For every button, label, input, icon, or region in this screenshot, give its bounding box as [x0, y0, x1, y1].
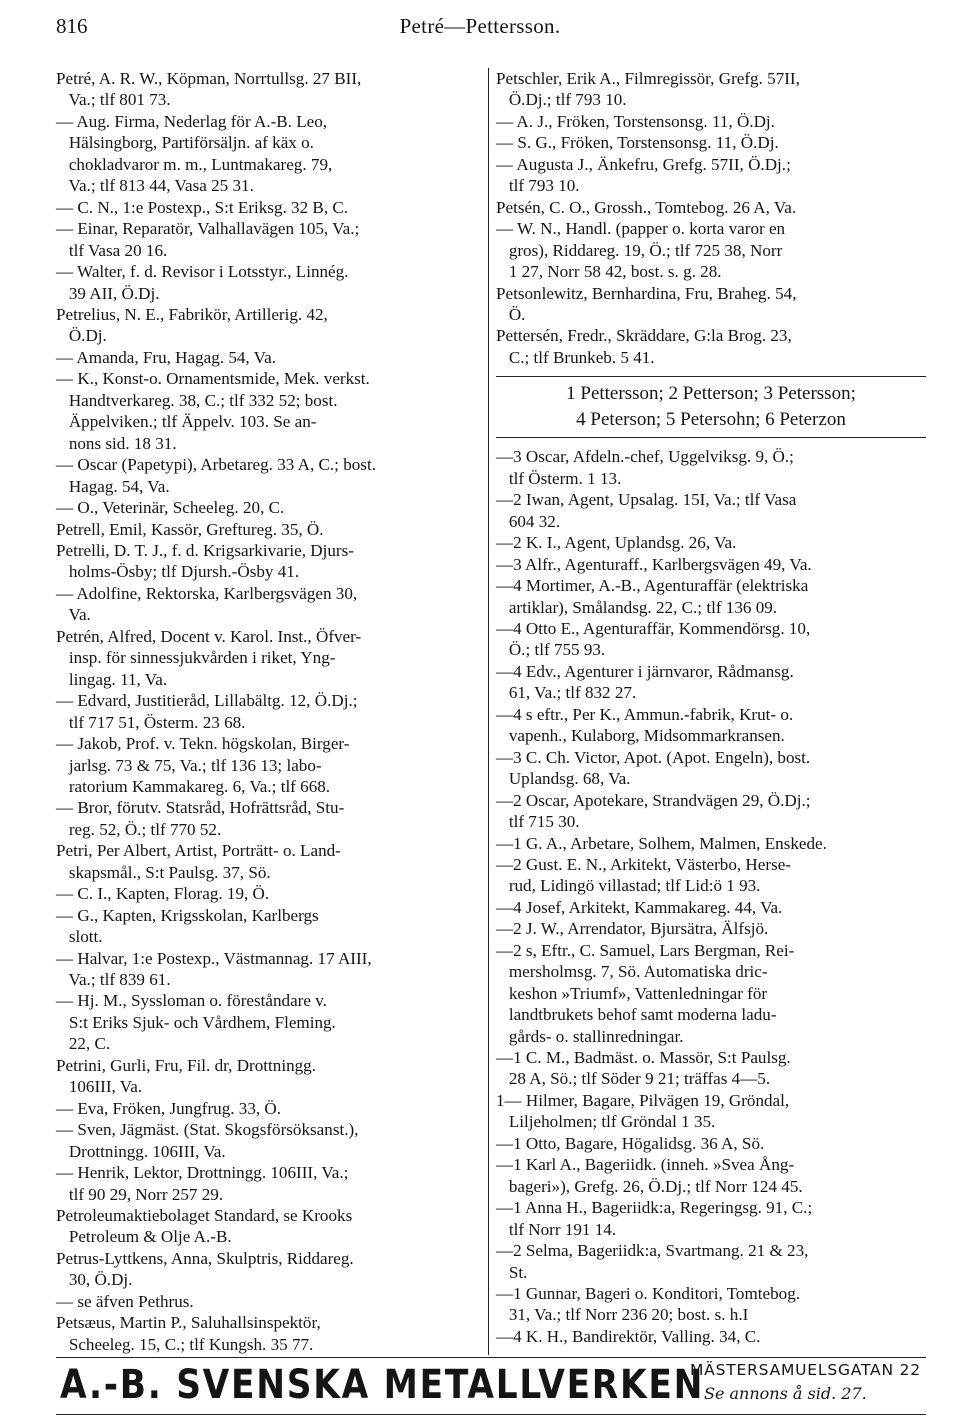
directory-entry-line: tlf Vasa 20 16. [56, 240, 168, 260]
directory-entry-line: tlf 717 51, Österm. 23 68. [56, 712, 246, 732]
directory-entry-line: Petrelli, D. T. J., f. d. Krigsarkivarie, Djurs- [56, 540, 354, 560]
right-column-top [496, 68, 926, 368]
directory-entry-line: 31, Va.; tlf Norr 236 20; bost. s. h.I [496, 1305, 749, 1325]
column-divider [488, 68, 489, 1355]
directory-entry-line: 39 AII, Ö.Dj. [56, 283, 160, 303]
directory-entry-line: Petrén, Alfred, Docent v. Karol. Inst., Öfver- [56, 626, 362, 646]
directory-entry-line: nons sid. 18 31. [56, 433, 177, 453]
directory-entry-line: Hagag. 54, Va. [56, 476, 170, 496]
surname-variants-line-1: 1 Pettersson; 2 Petterson; 3 Petersson; [566, 383, 856, 405]
directory-entry-line: keshon »Triumf», Vattenledningar för [496, 983, 768, 1003]
directory-entry-line: —2 Oscar, Apotekare, Strandvägen 29, Ö.Dj.; [496, 790, 811, 810]
directory-entry-line: S:t Eriks Sjuk- och Vårdhem, Fleming. [56, 1012, 336, 1032]
directory-entry-line: — Henrik, Lektor, Drottningg. 106III, Va.; [56, 1163, 349, 1183]
directory-entry-line: —1 Anna H., Bageriidk:a, Regeringsg. 91, C.; [496, 1198, 813, 1218]
directory-entry-line: Ö.; tlf 755 93. [496, 640, 606, 660]
directory-entry-line: — Halvar, 1:e Postexp., Västmannag. 17 AIII, [56, 948, 372, 968]
advertisement-reference: Se annons å sid. 27. [704, 1384, 867, 1403]
directory-entry-line: Hälsingborg, Partiförsäljn. af käx o. [56, 133, 314, 153]
directory-entry-line: —3 Alfr., Agenturaff., Karlbergsvägen 49, Va. [496, 554, 812, 574]
directory-entry-line: slott. [56, 927, 103, 947]
directory-entry-line: —3 C. Ch. Victor, Apot. (Apot. Engeln), bost. [496, 747, 811, 767]
directory-entry-line: Ö.Dj.; tlf 793 10. [496, 90, 627, 110]
running-head: Petré—Pettersson. [399, 14, 561, 38]
directory-entry-line: artiklar), Smålandsg. 22, C.; tlf 136 09. [496, 597, 778, 617]
directory-entry-line: —4 K. H., Bandirektör, Valling. 34, C. [496, 1326, 761, 1346]
directory-entry-line: Petroleum & Olje A.-B. [56, 1227, 232, 1247]
directory-entry-line: tlf 715 30. [496, 812, 580, 832]
directory-entry-line: Petroleumaktiebolaget Standard, se Krooks [56, 1206, 353, 1226]
directory-entry-line: Petrus-Lyttkens, Anna, Skulptris, Riddareg. [56, 1248, 354, 1268]
directory-entry-line: — S. G., Fröken, Torstensonsg. 11, Ö.Dj. [496, 133, 779, 153]
directory-entry-line: insp. för sinnessjukvården i riket, Yng- [56, 648, 336, 668]
directory-entry-line: gårds- o. stallinredningar. [496, 1026, 684, 1046]
directory-entry-line: — Adolfine, Rektorska, Karlbergsvägen 30, [56, 583, 358, 603]
directory-entry-line: vapenh., Kulaborg, Midsommarkransen. [496, 726, 785, 746]
left-column [56, 68, 484, 1355]
directory-entry-line: lingag. 11, Va. [56, 669, 168, 689]
directory-entry-line: — W. N., Handl. (papper o. korta varor en [496, 219, 786, 239]
directory-entry-line: — Einar, Reparatör, Valhallavägen 105, Va.; [56, 219, 360, 239]
right-column-bottom [496, 446, 926, 1347]
directory-entry-line: —2 K. I., Agent, Uplandsg. 26, Va. [496, 533, 737, 553]
directory-entry-line: St. [496, 1262, 528, 1282]
directory-entry-line: jarlsg. 73 & 75, Va.; tlf 136 13; labo- [56, 755, 322, 775]
directory-entry-line: —2 Iwan, Agent, Upsalag. 15I, Va.; tlf Vasa [496, 490, 797, 510]
directory-entry-line: 28 A, Sö.; tlf Söder 9 21; träffas 4—5. [496, 1069, 771, 1089]
directory-entry-line: Scheeleg. 15, C.; tlf Kungsh. 35 77. [56, 1334, 314, 1354]
directory-entry-line: —1 Karl A., Bageriidk. (inneh. »Svea Ång- [496, 1155, 795, 1175]
directory-entry-line: Petsonlewitz, Bernhardina, Fru, Braheg. 54, [496, 283, 797, 303]
directory-entry-line: Va. [56, 605, 91, 625]
directory-entry-line: 604 32. [496, 511, 561, 531]
directory-entry-line: —2 Selma, Bageriidk:a, Svartmang. 21 & 23, [496, 1241, 809, 1261]
surname-variants-box [496, 376, 926, 438]
right-column [496, 68, 926, 1347]
directory-entry-line: chokladvaror m. m., Luntmakareg. 79, [56, 154, 333, 174]
directory-entry-line: Petré, A. R. W., Köpman, Norrtullsg. 27 BII, [56, 69, 362, 88]
directory-entry-line: —3 Oscar, Afdeln.-chef, Uggelviksg. 9, Ö.; [496, 447, 794, 467]
directory-entry-line: —1 G. A., Arbetare, Solhem, Malmen, Enskede. [496, 833, 827, 853]
directory-entry-line: 106III, Va. [56, 1077, 143, 1097]
directory-entry-line: —1 Otto, Bagare, Högalidsg. 36 A, Sö. [496, 1133, 765, 1153]
advertisement-rule-top [56, 1357, 926, 1358]
advertisement-address: MÄSTERSAMUELSGATAN 22 [690, 1361, 921, 1379]
directory-entry-line: holms-Ösby; tlf Djursh.-Ösby 41. [56, 562, 300, 582]
directory-entry-line: gros), Riddareg. 19, Ö.; tlf 725 38, Norr [496, 240, 783, 260]
directory-entry-line: — Oscar (Papetypi), Arbetareg. 33 A, C.; bost. [56, 455, 376, 475]
directory-entry-line: — Amanda, Fru, Hagag. 54, Va. [56, 347, 276, 367]
directory-entry-line: —4 s eftr., Per K., Ammun.-fabrik, Krut- o. [496, 704, 794, 724]
directory-entry-line: — Walter, f. d. Revisor i Lotsstyr., Linnég. [56, 262, 349, 282]
directory-entry-line: — C. I., Kapten, Florag. 19, Ö. [56, 884, 270, 904]
directory-entry-line: Drottningg. 106III, Va. [56, 1141, 226, 1161]
directory-entry-line: Petri, Per Albert, Artist, Porträtt- o. Land- [56, 841, 341, 861]
directory-entry-line: —2 J. W., Arrendator, Bjursätra, Älfsjö. [496, 919, 769, 939]
directory-entry-line: —2 Gust. E. N., Arkitekt, Västerbo, Herse- [496, 854, 791, 874]
directory-entry-line: tlf 90 29, Norr 257 29. [56, 1184, 224, 1204]
advertisement-rule-bottom [56, 1414, 926, 1415]
surname-variants-line-2: 4 Peterson; 5 Petersohn; 6 Peterzon [576, 409, 846, 431]
directory-entry-line: —1 C. M., Badmäst. o. Massör, S:t Paulsg. [496, 1048, 791, 1068]
directory-entry-line: —1 Gunnar, Bageri o. Konditori, Tomtebog. [496, 1284, 801, 1304]
directory-entry-line: — Edvard, Justitieråd, Lillabältg. 12, Ö.Dj.; [56, 691, 358, 711]
directory-entry-line: Uplandsg. 68, Va. [496, 769, 631, 789]
directory-entry-line: Va.; tlf 839 61. [56, 970, 171, 990]
directory-entry-line: tlf Norr 191 14. [496, 1219, 617, 1239]
directory-entry-line: Ö.Dj. [56, 326, 107, 346]
directory-entry-line: — Sven, Jägmäst. (Stat. Skogsförsöksanst.), [56, 1120, 359, 1140]
directory-entry-line: Petrell, Emil, Kassör, Greftureg. 35, Ö. [56, 519, 324, 539]
directory-entry-line: — se äfven Pethrus. [56, 1291, 194, 1311]
directory-entry-line: — K., Konst-o. Ornamentsmide, Mek. verkst. [56, 369, 370, 389]
directory-entry-line: Liljeholmen; tlf Gröndal 1 35. [496, 1112, 716, 1132]
directory-entry-line: — Augusta J., Änkefru, Grefg. 57II, Ö.Dj.; [496, 154, 791, 174]
directory-entry-line: 61, Va.; tlf 832 27. [496, 683, 637, 703]
directory-entry-line: 1— Hilmer, Bagare, Pilvägen 19, Gröndal, [496, 1090, 790, 1110]
directory-entry-line: — Hj. M., Syssloman o. föreståndare v. [56, 991, 327, 1011]
directory-entry-line: —4 Edv., Agenturer i järnvaror, Rådmansg. [496, 661, 794, 681]
directory-entry-line: Petrini, Gurli, Fru, Fil. dr, Drottningg. [56, 1055, 316, 1075]
directory-entry-line: rud, Lidingö villastad; tlf Lid:ö 1 93. [496, 876, 761, 896]
directory-entry-line: 1 27, Norr 58 42, bost. s. g. 28. [496, 262, 722, 282]
directory-entry-line: ratorium Kammakareg. 6, Va.; tlf 668. [56, 776, 331, 796]
advertisement-brand: A.-B. SVENSKA METALLVERKEN [60, 1362, 705, 1408]
directory-entry-line: C.; tlf Brunkeb. 5 41. [496, 347, 655, 367]
directory-entry-line: Äppelviken.; tlf Äppelv. 103. Se an- [56, 412, 317, 432]
directory-entry-line: — Bror, förutv. Statsråd, Hofrättsråd, Stu- [56, 798, 345, 818]
directory-entry-line: 22, C. [56, 1034, 111, 1054]
directory-entry-line: —4 Josef, Arkitekt, Kammakareg. 44, Va. [496, 897, 783, 917]
directory-entry-line: Petschler, Erik A., Filmregissör, Grefg. 57II, [496, 69, 800, 88]
directory-entry-line: landtbrukets behof samt moderna ladu- [496, 1005, 777, 1025]
directory-entry-line: Handtverkareg. 38, C.; tlf 332 52; bost. [56, 390, 338, 410]
page-number: 816 [56, 14, 88, 38]
directory-entry-line: Pettersén, Fredr., Skräddare, G:la Brog. 23, [496, 326, 792, 346]
directory-entry-line: —4 Mortimer, A.-B., Agenturaffär (elektriska [496, 576, 809, 596]
directory-entry-line: tlf Österm. 1 13. [496, 468, 622, 488]
directory-entry-line: — O., Veterinär, Scheeleg. 20, C. [56, 498, 285, 518]
directory-entry-line: Petrelius, N. E., Fabrikör, Artillerig. 42, [56, 304, 328, 324]
directory-entry-line: bageri»), Grefg. 26, Ö.Dj.; tlf Norr 124 45. [496, 1176, 803, 1196]
directory-entry-line: — Jakob, Prof. v. Tekn. högskolan, Birger- [56, 734, 350, 754]
directory-entry-line: skapsmål., S:t Paulsg. 37, Sö. [56, 862, 271, 882]
directory-entry-line: Ö. [496, 304, 526, 324]
directory-entry-line: 30, Ö.Dj. [56, 1270, 133, 1290]
directory-entry-line: Va.; tlf 801 73. [56, 90, 171, 110]
directory-entry-line: — A. J., Fröken, Torstensonsg. 11, Ö.Dj. [496, 111, 775, 131]
directory-entry-line: — Aug. Firma, Nederlag för A.-B. Leo, [56, 111, 328, 131]
directory-entry-line: Petsæus, Martin P., Saluhallsinspektör, [56, 1313, 321, 1333]
directory-entry-line: —2 s, Eftr., C. Samuel, Lars Bergman, Rei- [496, 940, 795, 960]
directory-entry-line: — C. N., 1:e Postexp., S:t Eriksg. 32 B, C. [56, 197, 349, 217]
directory-entry-line: mersholmsg. 7, Sö. Automatiska dric- [496, 962, 768, 982]
directory-entry-line: Petsén, C. O., Grossh., Tomtebog. 26 A, Va. [496, 197, 797, 217]
directory-entry-line: — Eva, Fröken, Jungfrug. 33, Ö. [56, 1098, 282, 1118]
directory-entry-line: — G., Kapten, Krigsskolan, Karlbergs [56, 905, 319, 925]
directory-entry-line: —4 Otto E., Agenturaffär, Kommendörsg. 10, [496, 618, 811, 638]
directory-entry-line: tlf 793 10. [496, 176, 580, 196]
directory-entry-line: Va.; tlf 813 44, Vasa 25 31. [56, 176, 254, 196]
directory-entry-line: reg. 52, Ö.; tlf 770 52. [56, 819, 222, 839]
